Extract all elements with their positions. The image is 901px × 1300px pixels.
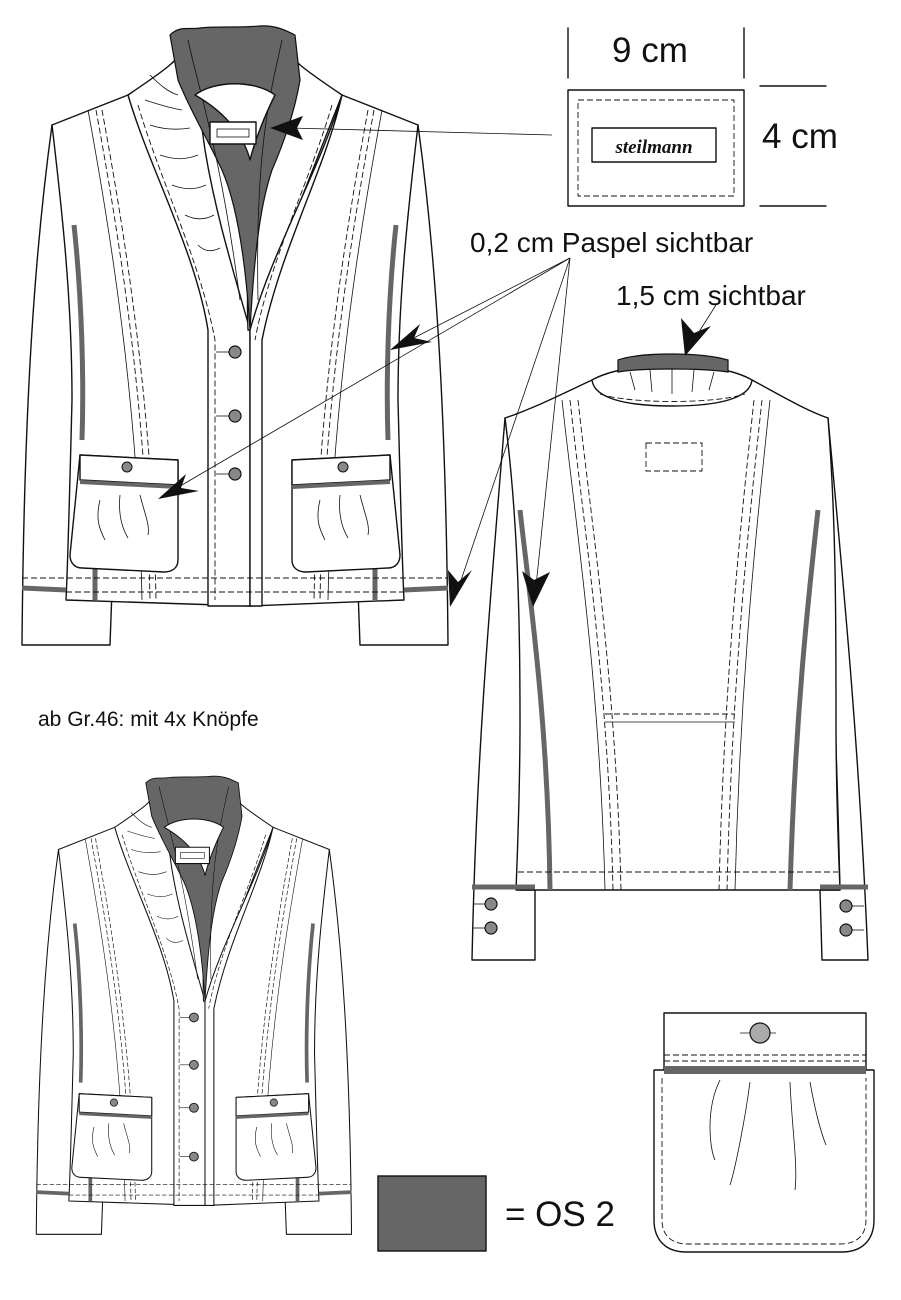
label-width: 9 cm <box>612 31 688 70</box>
collar-note: 1,5 cm sichtbar <box>616 280 806 311</box>
legend <box>378 1176 486 1251</box>
front-jacket-view <box>22 26 448 645</box>
piping-note: 0,2 cm Paspel sichtbar <box>470 227 754 258</box>
size-note: ab Gr.46: mit 4x Knöpfe <box>38 708 259 731</box>
front-jacket-4-buttons-view <box>36 776 351 1234</box>
pocket-detail <box>654 1013 874 1252</box>
brand-name: steilmann <box>615 137 693 158</box>
legend-label: = OS 2 <box>505 1195 615 1234</box>
back-jacket-view <box>472 354 868 960</box>
label-height: 4 cm <box>762 117 838 156</box>
legend-swatch <box>378 1176 486 1251</box>
